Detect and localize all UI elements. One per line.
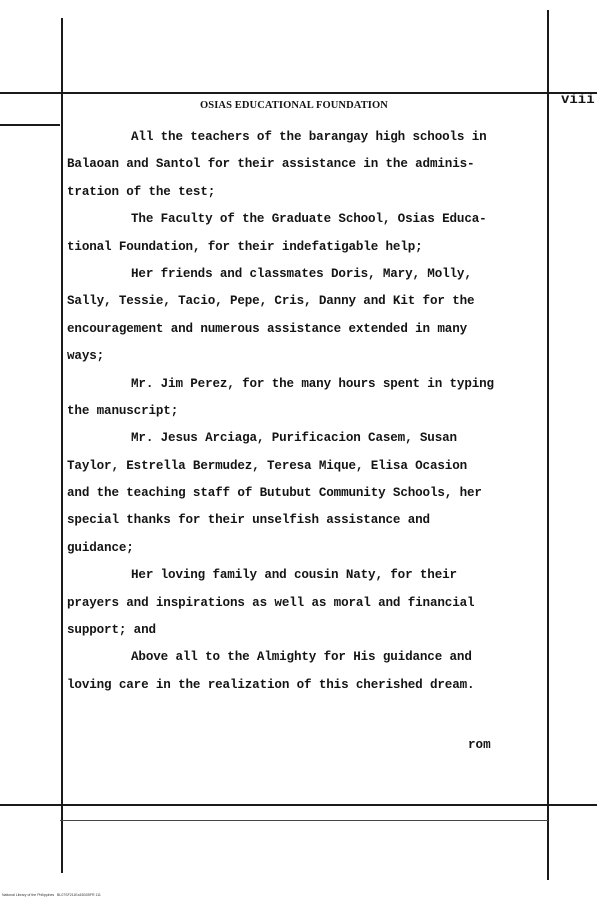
left-margin-rule	[61, 18, 63, 873]
text-line: the manuscript;	[67, 403, 179, 418]
text-line: ways;	[67, 349, 105, 364]
page-header-title: OSIAS EDUCATIONAL FOUNDATION	[200, 100, 388, 111]
text-line: tration of the test;	[67, 184, 216, 199]
text-line: tional Foundation, for their indefatigable help;	[67, 239, 423, 254]
text-line: Mr. Jesus Arciaga, Purificacion Casem, Susan	[131, 431, 457, 446]
text-line: Sally, Tessie, Tacio, Pepe, Cris, Danny and Kit for the	[67, 294, 475, 309]
text-line: and the teaching staff of Butubut Community Schools, her	[67, 486, 482, 501]
text-line: Her loving family and cousin Naty, for their	[131, 568, 457, 583]
text-line: support; and	[67, 623, 156, 638]
text-line: Taylor, Estrella Bermudez, Teresa Mique, Elisa Ocasion	[67, 458, 468, 473]
text-line: prayers and inspirations as well as moral and financial	[67, 595, 475, 610]
scan-footer-note: National Library of the Philippines BL07SF211Ea15D05FR 111	[2, 893, 101, 897]
right-margin-rule	[547, 10, 549, 880]
text-line: Her friends and classmates Doris, Mary, Molly,	[131, 266, 472, 281]
text-line: All the teachers of the barangay high schools in	[131, 130, 487, 144]
page-number: viii	[561, 92, 595, 108]
text-line: loving care in the realization of this cherished dream.	[67, 677, 475, 692]
text-line: The Faculty of the Graduate School, Osias Educa-	[131, 212, 487, 227]
text-line: Above all to the Almighty for His guidance and	[131, 650, 472, 665]
text-line: Mr. Jim Perez, for the many hours spent in typing	[131, 376, 494, 391]
text-line: Balaoan and Santol for their assistance in the adminis-	[67, 157, 475, 172]
footer-rule	[0, 804, 597, 806]
header-rule-short	[0, 124, 60, 126]
author-initials: rom	[468, 738, 491, 752]
text-line: encouragement and numerous assistance extended in many	[67, 321, 468, 336]
footer-rule-inner	[60, 820, 548, 821]
header-rule	[0, 92, 597, 94]
text-line: special thanks for their unselfish assistance and	[67, 513, 430, 528]
text-line: guidance;	[67, 540, 134, 555]
acknowledgment-body	[67, 124, 547, 699]
